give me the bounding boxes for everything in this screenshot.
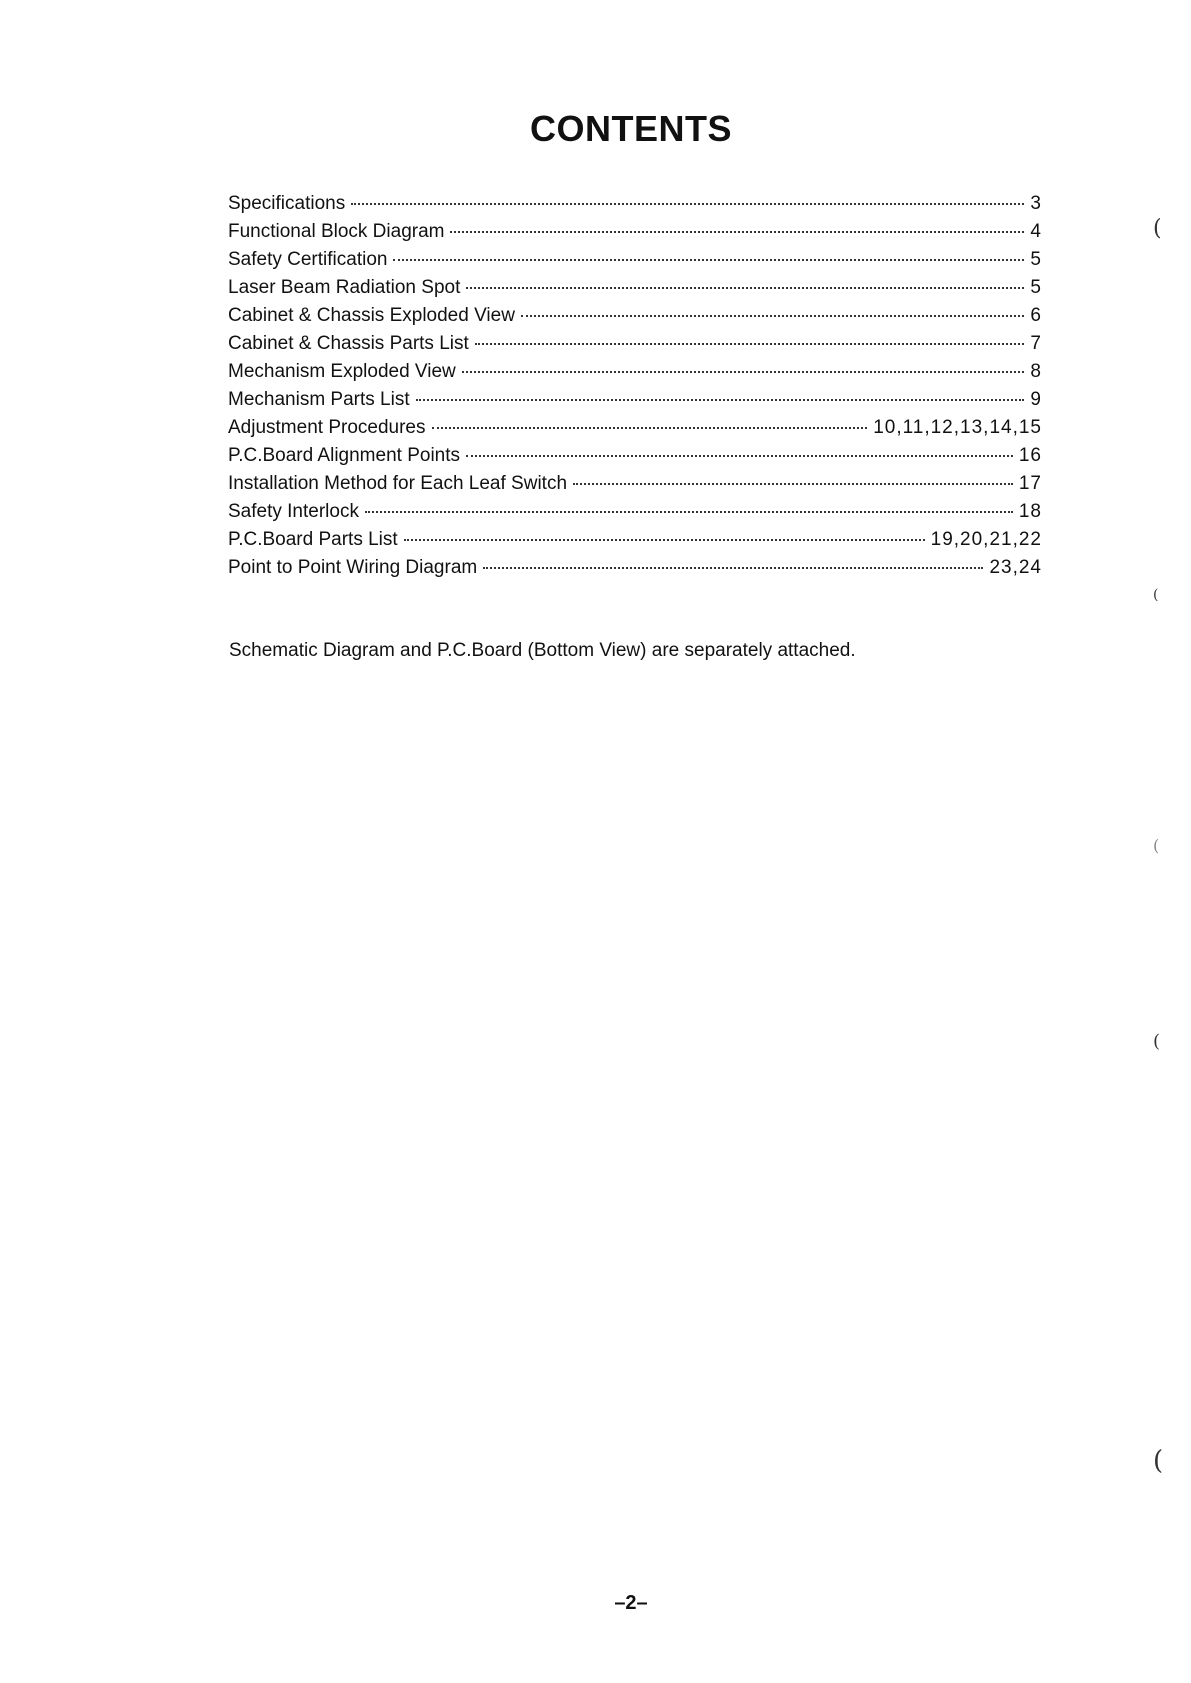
toc-entry[interactable] [228,218,1042,246]
dot-leader [416,399,1025,401]
binder-hole-mark: ( [1153,1446,1164,1476]
page-number: –2– [614,1592,648,1614]
toc-entry-title: Cabinet & Chassis Exploded View [228,305,515,326]
binder-hole-mark: ( [1153,1031,1161,1052]
page-title: CONTENTS [530,108,732,149]
dot-leader [483,567,983,569]
toc-entry[interactable] [228,442,1042,470]
toc-entry-page: 3 [1030,193,1042,214]
dot-leader [432,427,868,429]
toc-entry-page: 18 [1018,501,1042,522]
toc-entry-title: Installation Method for Each Leaf Switch [228,473,568,494]
dot-leader [351,203,1024,205]
dot-leader [521,315,1025,317]
attachment-note: Schematic Diagram and P.C.Board (Bottom View) are separately attached. [229,640,856,661]
toc-entry-title: Mechanism Parts List [228,389,410,410]
dot-leader [466,287,1024,289]
dot-leader [365,511,1013,513]
toc-entry-page: 17 [1018,473,1042,494]
toc-entry-title: Safety Interlock [228,501,359,522]
toc-entry[interactable] [228,246,1042,274]
toc-entry-page: 10,11,12,13,14,15 [873,417,1042,438]
toc-entry-title: P.C.Board Alignment Points [228,445,461,466]
dot-leader [475,343,1025,345]
toc-entry[interactable] [228,498,1042,526]
toc-entry-title: Adjustment Procedures [228,417,426,438]
toc-entry-title: Specifications [228,193,346,214]
toc-entry[interactable] [228,526,1042,554]
toc-entry-title: Cabinet & Chassis Parts List [228,333,469,354]
toc-entry-page: 19,20,21,22 [930,529,1042,550]
toc-entry-title: Laser Beam Radiation Spot [228,277,461,298]
dot-leader [450,231,1024,233]
toc-entry-page: 9 [1030,389,1042,410]
dot-leader [393,259,1024,261]
toc-entry-page: 16 [1018,445,1042,466]
binder-hole-mark: ( [1153,216,1162,241]
toc-entry[interactable] [228,302,1042,330]
toc-entry-page: 7 [1030,333,1042,354]
toc-entry-page: 4 [1030,221,1042,242]
toc-entry-title: Mechanism Exploded View [228,361,456,382]
toc-entry[interactable] [228,554,1042,582]
dot-leader [573,483,1013,485]
toc-entry-page: 6 [1030,305,1042,326]
dot-leader [462,371,1025,373]
toc-entry-title: Point to Point Wiring Diagram [228,557,478,578]
toc-entry[interactable] [228,190,1042,218]
dot-leader [466,455,1013,457]
toc-entry[interactable] [228,414,1042,442]
toc-entry[interactable] [228,386,1042,414]
toc-entry[interactable] [228,274,1042,302]
binder-hole-mark: ( [1153,587,1159,603]
toc-entry-title: P.C.Board Parts List [228,529,398,550]
toc-entry-title: Functional Block Diagram [228,221,445,242]
toc-entry[interactable] [228,330,1042,358]
dot-leader [404,539,925,541]
toc-entry[interactable] [228,470,1042,498]
toc-entry-page: 23,24 [989,557,1042,578]
table-of-contents [228,190,1042,582]
toc-entry-title: Safety Certification [228,249,388,270]
binder-hole-mark: ( [1153,836,1160,855]
toc-entry-page: 8 [1030,361,1042,382]
toc-entry-page: 5 [1030,277,1042,298]
toc-entry[interactable] [228,358,1042,386]
toc-entry-page: 5 [1030,249,1042,270]
